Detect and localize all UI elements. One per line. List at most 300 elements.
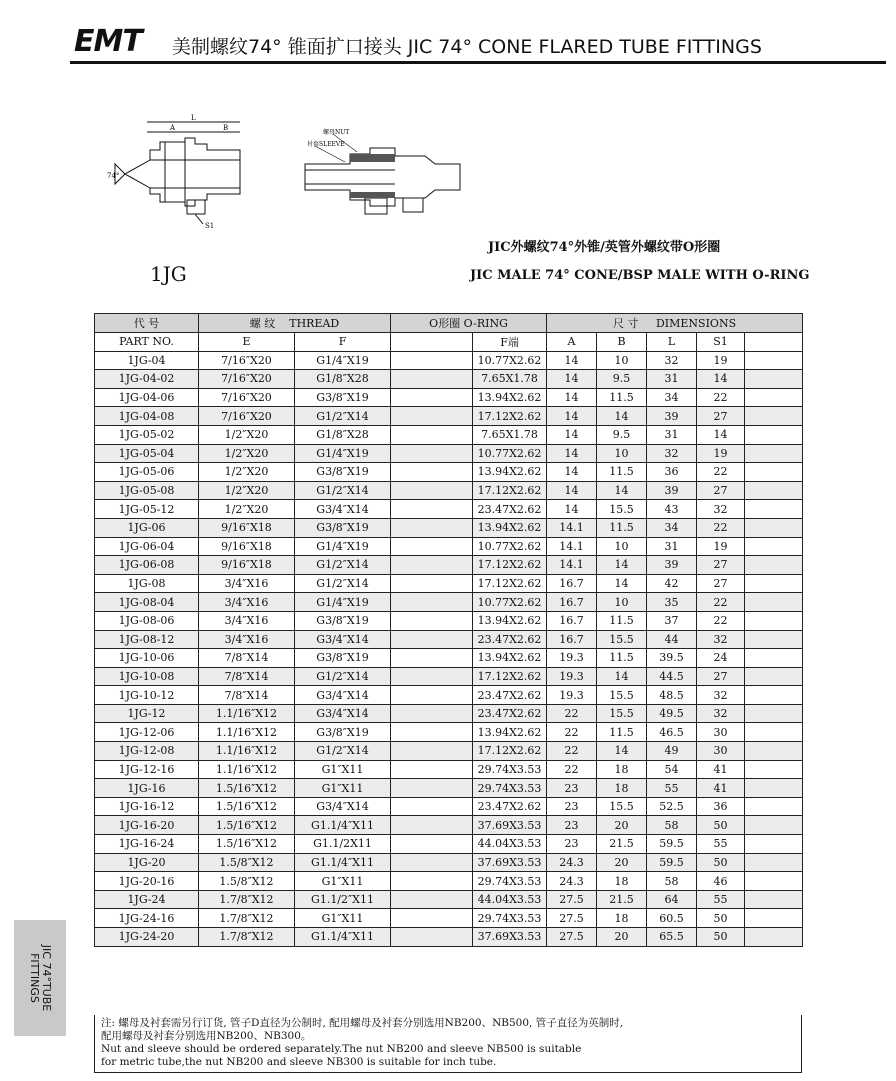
table-cell: 9.5 [597,370,647,389]
table-row [95,742,803,761]
subheader-cell [745,333,803,352]
table-cell [745,407,803,426]
table-cell: 20 [597,853,647,872]
table-cell [391,835,473,854]
table-cell: 1JG-05-06 [95,463,199,482]
table-cell: 1.1/16″X12 [199,760,295,779]
table-cell: 1JG-12-06 [95,723,199,742]
dim-l-label: L [191,114,196,122]
table-cell: G1″X11 [295,779,391,798]
table-cell: 1JG-08-12 [95,630,199,649]
table-cell: 59.5 [647,853,697,872]
table-cell: G3/8″X19 [295,388,391,407]
table-cell: G1.1/4″X11 [295,853,391,872]
table-cell: 55 [697,835,745,854]
table-cell: 55 [647,779,697,798]
table-cell: 27 [697,481,745,500]
table-cell [745,872,803,891]
table-cell: G3/4″X14 [295,797,391,816]
table-cell [391,760,473,779]
table-cell [745,444,803,463]
table-cell: G1″X11 [295,760,391,779]
table-cell [745,425,803,444]
table-cell: 11.5 [597,611,647,630]
table-cell: 32 [647,444,697,463]
col-dimensions-header [547,314,803,333]
subheader-cell: E [199,333,295,352]
col-oring-header: O形圈 O-RING [391,314,547,333]
table-cell: 22 [547,704,597,723]
table-cell: 31 [647,425,697,444]
table-cell: 17.12X2.62 [473,574,547,593]
table-cell: 1/2″X20 [199,481,295,500]
table-cell: G3/4″X14 [295,500,391,519]
table-body [95,351,803,946]
table-cell [391,667,473,686]
table-cell [745,853,803,872]
table-cell: 32 [697,500,745,519]
table-cell: 1/2″X20 [199,425,295,444]
table-cell: 1JG-16-24 [95,835,199,854]
table-cell: 1.1/16″X12 [199,742,295,761]
subheader-cell: L [647,333,697,352]
table-row [95,556,803,575]
table-cell: 20 [597,816,647,835]
table-row [95,463,803,482]
table-cell [745,704,803,723]
page-header [60,20,886,66]
table-cell: 14 [597,407,647,426]
table-cell [391,370,473,389]
table-cell [391,351,473,370]
subheader-cell [391,333,473,352]
table-row [95,630,803,649]
table-cell: 1/2″X20 [199,463,295,482]
table-cell [391,500,473,519]
table-cell: 27 [697,407,745,426]
nut-label: 螺母NUT [323,129,350,136]
table-cell: 15.5 [597,797,647,816]
header-divider [70,61,886,64]
table-cell: 29.74X3.53 [473,872,547,891]
table-cell: 32 [697,630,745,649]
table-cell: 36 [697,797,745,816]
section-side-tab[interactable] [14,920,66,1036]
table-cell: 7/16″X20 [199,370,295,389]
table-cell [745,481,803,500]
table-cell: 15.5 [597,704,647,723]
thread-header-en: THREAD [289,317,340,330]
table-cell: 11.5 [597,463,647,482]
fitting-outline [125,138,240,206]
table-cell: 37.69X3.53 [473,928,547,947]
table-row [95,928,803,947]
table-cell: 41 [697,779,745,798]
table-cell: 19 [697,537,745,556]
table-cell: 60.5 [647,909,697,928]
ordering-note [94,1015,802,1073]
table-cell: G3/8″X19 [295,611,391,630]
subheader-cell: F端 [473,333,547,352]
page-title: 美制螺纹74° 锥面扩口接头 JIC 74° CONE FLARED TUBE FITTINGS [172,36,762,58]
table-row [95,425,803,444]
table-cell [745,649,803,668]
note-line: 注: 螺母及衬套需另行订货, 管子D直径为公制时, 配用螺母及衬套分别选用NB200、NB500, 管子直径为英制时, [101,1017,624,1029]
table-cell: 34 [647,518,697,537]
table-cell: 44.04X3.53 [473,890,547,909]
table-cell: 14 [547,407,597,426]
table-cell [391,425,473,444]
subheader-cell: A [547,333,597,352]
table-cell: 14 [547,425,597,444]
table-cell: 14 [547,463,597,482]
table-cell: 9/16″X18 [199,518,295,537]
table-row [95,649,803,668]
table-cell: 36 [647,463,697,482]
table-cell: 10 [597,351,647,370]
table-cell: 1/2″X20 [199,500,295,519]
table-cell: 13.94X2.62 [473,723,547,742]
table-cell [391,928,473,947]
nut-section [350,154,395,162]
table-cell [391,742,473,761]
table-cell [391,611,473,630]
table-cell: 1JG-10-06 [95,649,199,668]
table-cell: 50 [697,853,745,872]
table-cell: 7/8″X14 [199,667,295,686]
table-row [95,667,803,686]
table-cell: 1.5/16″X12 [199,779,295,798]
table-cell: 27 [697,574,745,593]
table-cell: 10.77X2.62 [473,444,547,463]
table-cell [391,388,473,407]
table-cell: 14 [597,574,647,593]
table-cell [745,723,803,742]
table-cell: 22 [547,760,597,779]
table-cell: 39 [647,481,697,500]
table-cell: 19 [697,444,745,463]
table-cell: 17.12X2.62 [473,556,547,575]
table-cell: 14 [547,500,597,519]
table-row [95,686,803,705]
table-cell [745,463,803,482]
table-row [95,890,803,909]
table-cell: 23.47X2.62 [473,704,547,723]
table-row [95,370,803,389]
table-cell: 27 [697,556,745,575]
table-cell: 32 [697,704,745,723]
table-cell: 44.5 [647,667,697,686]
table-cell: 1.1/16″X12 [199,704,295,723]
table-cell: 18 [597,872,647,891]
table-cell: 22 [697,593,745,612]
table-row [95,574,803,593]
table-cell: 19.3 [547,686,597,705]
table-cell [745,556,803,575]
table-cell: 59.5 [647,835,697,854]
table-cell: 7/8″X14 [199,686,295,705]
table-cell: 11.5 [597,723,647,742]
subheader-cell: B [597,333,647,352]
table-cell [745,574,803,593]
table-cell: 22 [547,742,597,761]
table-cell: 10.77X2.62 [473,537,547,556]
table-cell: 7/16″X20 [199,351,295,370]
table-row [95,704,803,723]
table-cell: G1.1/2X11 [295,835,391,854]
table-cell: 42 [647,574,697,593]
thread-header-cn: 螺 纹 [249,317,276,330]
table-cell: 14 [547,370,597,389]
product-code: 1JG [150,262,187,286]
table-cell: 7.65X1.78 [473,370,547,389]
table-cell: 37.69X3.53 [473,853,547,872]
table-cell: G1/2″X14 [295,407,391,426]
table-cell: 13.94X2.62 [473,463,547,482]
table-cell: 31 [647,370,697,389]
table-cell [745,909,803,928]
table-cell: 1JG-24-20 [95,928,199,947]
table-cell [745,797,803,816]
table-cell: 30 [697,723,745,742]
table-row [95,835,803,854]
table-row [95,444,803,463]
table-cell: 14 [697,370,745,389]
table-cell: G1.1/2″X11 [295,890,391,909]
table-row [95,853,803,872]
table-cell [391,630,473,649]
table-cell: 32 [647,351,697,370]
table-cell: 19.3 [547,667,597,686]
table-cell: 27.5 [547,909,597,928]
table-cell [391,593,473,612]
table-cell: 1.5/16″X12 [199,797,295,816]
table-cell: 22 [697,388,745,407]
dimensions-header-en: DIMENSIONS [655,317,737,330]
table-cell: 54 [647,760,697,779]
dim-a-label: A [170,124,176,132]
table-cell: 1.5/16″X12 [199,835,295,854]
table-cell: G3/8″X19 [295,518,391,537]
table-cell: 22 [547,723,597,742]
table-cell [745,370,803,389]
table-cell: 13.94X2.62 [473,649,547,668]
table-row [95,723,803,742]
table-cell [391,407,473,426]
table-cell: 1JG-04-08 [95,407,199,426]
table-cell: 1.1/16″X12 [199,723,295,742]
dimensions-header-cn: 尺 寸 [612,317,639,330]
table-cell: G1.1/4″X11 [295,928,391,947]
table-cell: 29.74X3.53 [473,760,547,779]
table-cell: 1JG-05-08 [95,481,199,500]
table-cell: G3/4″X14 [295,686,391,705]
table-cell: 23 [547,835,597,854]
table-cell: 24.3 [547,853,597,872]
table-cell: G3/8″X19 [295,649,391,668]
table-cell: 10 [597,593,647,612]
table-cell: 37.69X3.53 [473,816,547,835]
table-cell: 1JG-12 [95,704,199,723]
table-cell: 1JG-10-08 [95,667,199,686]
table-cell: 64 [647,890,697,909]
table-cell [391,872,473,891]
table-cell [745,667,803,686]
table-cell: 55 [697,890,745,909]
table-cell: 21.5 [597,890,647,909]
table-cell: G1/2″X14 [295,667,391,686]
table-cell [745,630,803,649]
table-cell [745,835,803,854]
table-cell: 50 [697,928,745,947]
table-cell: 1JG-06-04 [95,537,199,556]
table-cell: 30 [697,742,745,761]
sleeve-label: 衬套SLEEVE [307,141,345,148]
table-cell: 3/4″X16 [199,574,295,593]
table-cell: 14 [547,444,597,463]
table-cell [391,518,473,537]
table-cell: 14 [597,742,647,761]
table-cell: G1/2″X14 [295,742,391,761]
table-cell: 65.5 [647,928,697,947]
table-cell [745,388,803,407]
table-cell: 23 [547,816,597,835]
table-cell: 1.7/8″X12 [199,890,295,909]
table-row [95,407,803,426]
table-cell: 7/16″X20 [199,388,295,407]
table-cell: 1JG-05-12 [95,500,199,519]
table-cell [745,593,803,612]
table-cell: 3/4″X16 [199,593,295,612]
table-cell: 18 [597,760,647,779]
table-cell: G1/4″X19 [295,351,391,370]
table-cell: 10.77X2.62 [473,593,547,612]
table-cell: 11.5 [597,518,647,537]
fitting-drawing [95,112,475,232]
table-header-row [95,314,803,333]
table-cell [745,500,803,519]
table-cell [391,704,473,723]
table-cell: 16.7 [547,630,597,649]
table-cell: 1.5/8″X12 [199,853,295,872]
table-cell [391,797,473,816]
table-row [95,611,803,630]
table-cell: 19 [697,351,745,370]
table-cell: 1JG-24-16 [95,909,199,928]
table-cell: 13.94X2.62 [473,611,547,630]
table-cell: 37 [647,611,697,630]
table-cell: G1.1/4″X11 [295,816,391,835]
table-cell: 9/16″X18 [199,556,295,575]
table-cell: 11.5 [597,388,647,407]
dim-b-label: B [223,124,229,132]
table-cell: 16.7 [547,574,597,593]
table-cell: 39 [647,407,697,426]
table-cell: G1″X11 [295,872,391,891]
table-cell: 48.5 [647,686,697,705]
table-cell: 46 [697,872,745,891]
table-cell: 16.7 [547,593,597,612]
table-row [95,779,803,798]
table-cell: 1JG-05-02 [95,425,199,444]
table-cell: 15.5 [597,630,647,649]
table-cell [745,890,803,909]
table-cell: G1/2″X14 [295,574,391,593]
table-cell: 3/4″X16 [199,611,295,630]
table-cell: 14 [547,351,597,370]
side-tab-line1: JIC 74°TUBE [40,944,53,1012]
table-cell [745,928,803,947]
table-cell: 14 [597,556,647,575]
table-cell: 7.65X1.78 [473,425,547,444]
table-cell: 1JG-06 [95,518,199,537]
table-cell: 20 [597,928,647,947]
table-cell: G1/4″X19 [295,537,391,556]
table-cell: 1JG-10-12 [95,686,199,705]
table-cell [391,779,473,798]
table-cell: 50 [697,816,745,835]
table-cell: 39.5 [647,649,697,668]
table-cell: 1JG-16-12 [95,797,199,816]
table-cell: 14 [547,481,597,500]
table-cell: 46.5 [647,723,697,742]
table-row [95,760,803,779]
col-code-header: 代 号 [95,314,199,333]
table-cell: 1JG-04-06 [95,388,199,407]
table-cell: G1/8″X28 [295,425,391,444]
table-cell [391,537,473,556]
table-cell [391,463,473,482]
table-cell: 24.3 [547,872,597,891]
angle-label: 74° [107,172,120,180]
table-cell: 14.1 [547,537,597,556]
table-cell: 14.1 [547,518,597,537]
table-cell: 52.5 [647,797,697,816]
table-cell [745,611,803,630]
table-cell: 17.12X2.62 [473,481,547,500]
table-cell: 1JG-16 [95,779,199,798]
table-cell: 1JG-04-02 [95,370,199,389]
table-cell [391,556,473,575]
table-cell: 49 [647,742,697,761]
table-cell: G1/8″X28 [295,370,391,389]
table-cell: 14 [697,425,745,444]
table-cell: 23.47X2.62 [473,686,547,705]
table-cell: 1JG-08-06 [95,611,199,630]
table-cell: 1JG-12-16 [95,760,199,779]
subheader-cell: PART NO. [95,333,199,352]
table-cell: 16.7 [547,611,597,630]
table-cell: G1″X11 [295,909,391,928]
table-cell: 41 [697,760,745,779]
table-row [95,872,803,891]
table-cell: G1/4″X19 [295,444,391,463]
table-cell: 34 [647,388,697,407]
table-cell [391,444,473,463]
table-cell: 17.12X2.62 [473,667,547,686]
table-cell: G1/4″X19 [295,593,391,612]
table-cell [391,816,473,835]
table-row [95,351,803,370]
subheader-cell: F [295,333,391,352]
product-subtitle-cn: JIC外螺纹74°外锥/英管外螺纹带O形圈 [488,240,721,255]
table-cell: 14 [547,388,597,407]
table-cell: 31 [647,537,697,556]
table-cell: 1JG-12-08 [95,742,199,761]
table-cell [745,779,803,798]
table-cell: 18 [597,909,647,928]
table-cell: 1JG-08-04 [95,593,199,612]
